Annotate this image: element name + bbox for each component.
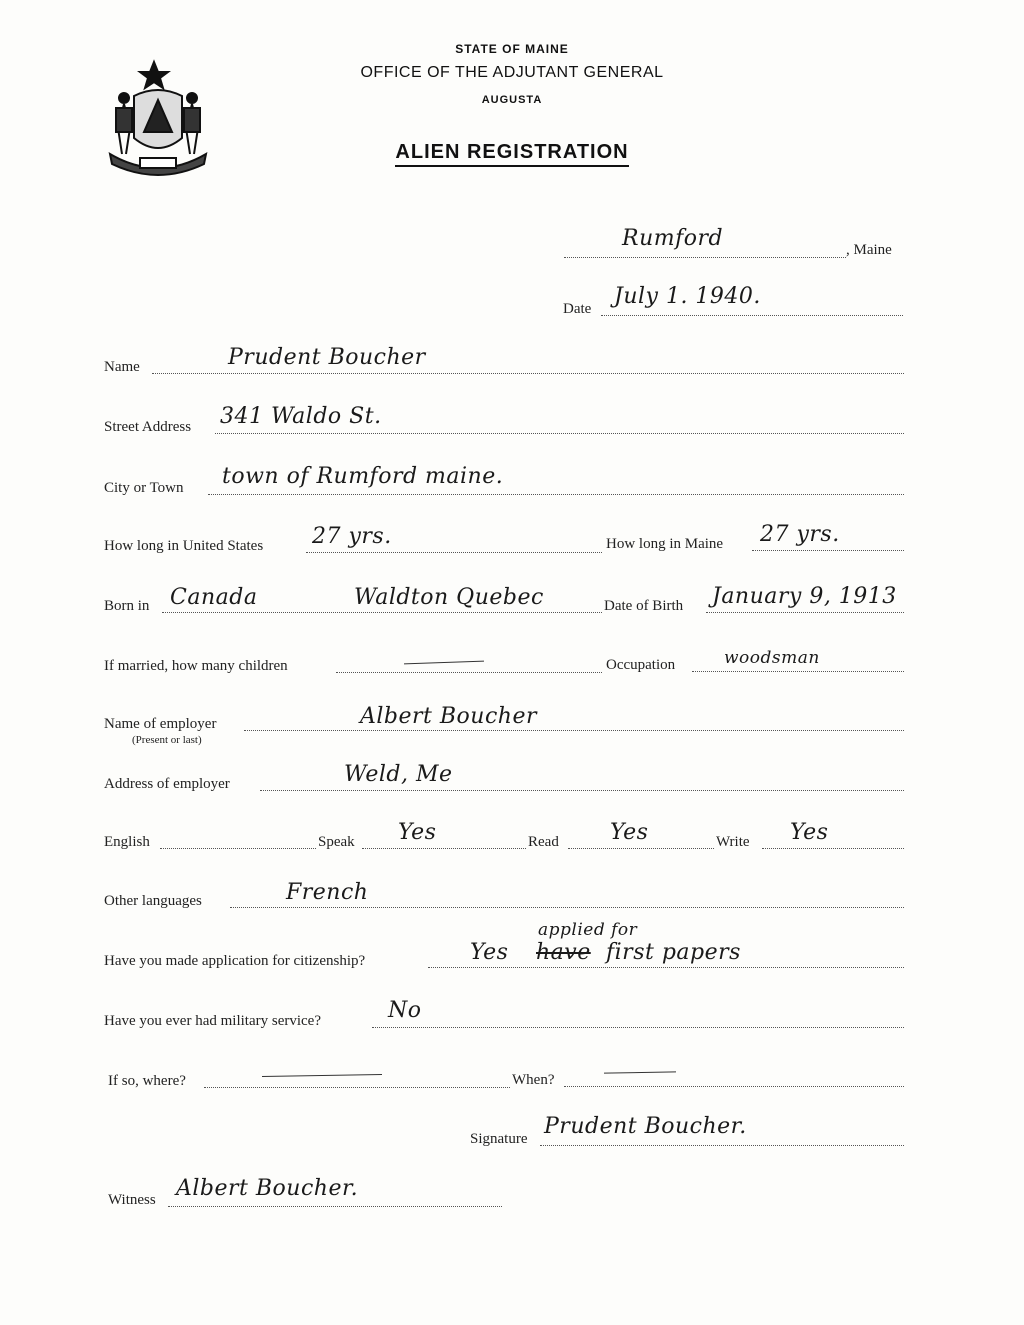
name-label: Name xyxy=(104,359,140,375)
how-long-us-label: How long in United States xyxy=(104,538,264,554)
born-in-place-value: Waldton Quebec xyxy=(354,585,544,610)
header-state: STATE OF MAINE xyxy=(455,42,569,56)
name-line xyxy=(152,373,904,374)
if-so-where-dash xyxy=(262,1074,382,1077)
speak-label: Speak xyxy=(318,834,355,850)
date-line xyxy=(601,315,903,316)
witness-value: Albert Boucher. xyxy=(176,1176,359,1201)
if-so-where-line xyxy=(204,1087,510,1088)
read-value: Yes xyxy=(610,820,649,845)
signature-label: Signature xyxy=(470,1131,528,1147)
write-label: Write xyxy=(716,834,750,850)
when-dash xyxy=(604,1071,676,1073)
city-value: town of Rumford maine. xyxy=(222,464,504,489)
maine-label: , Maine xyxy=(846,242,892,258)
military-value: No xyxy=(388,998,422,1023)
write-line xyxy=(762,848,904,849)
town-value: Rumford xyxy=(622,226,724,251)
page-title xyxy=(0,141,1024,164)
date-of-birth-value: January 9, 1913 xyxy=(712,584,897,609)
occupation-label: Occupation xyxy=(606,657,676,673)
if-so-where-label: If so, where? xyxy=(108,1073,186,1089)
military-line xyxy=(372,1027,904,1028)
english-line xyxy=(160,848,316,849)
military-label: Have you ever had military service? xyxy=(104,1013,321,1029)
date-of-birth-label: Date of Birth xyxy=(604,598,684,614)
date-label: Date xyxy=(563,301,592,317)
speak-line xyxy=(362,848,526,849)
other-languages-label: Other languages xyxy=(104,893,202,909)
citizenship-rest-value: first papers xyxy=(606,940,741,965)
how-long-maine-value: 27 yrs. xyxy=(760,522,840,547)
title-text: ALIEN REGISTRATION xyxy=(395,141,628,167)
town-line xyxy=(564,257,846,258)
english-label: English xyxy=(104,834,150,850)
citizenship-line xyxy=(428,967,904,968)
citizenship-insert-value: applied for xyxy=(538,920,638,940)
employer-address-value: Weld, Me xyxy=(344,762,453,787)
born-in-value: Canada xyxy=(170,585,258,610)
when-label: When? xyxy=(512,1072,555,1088)
employer-address-line xyxy=(260,790,904,791)
married-children-line xyxy=(336,672,602,673)
city-label: City or Town xyxy=(104,480,184,496)
read-line xyxy=(568,848,714,849)
name-value: Prudent Boucher xyxy=(228,345,426,370)
how-long-maine-label: How long in Maine xyxy=(606,536,724,552)
witness-line xyxy=(168,1206,502,1207)
date-of-birth-line xyxy=(706,612,904,613)
street-address-value: 341 Waldo St. xyxy=(220,404,382,429)
how-long-us-value: 27 yrs. xyxy=(312,524,392,549)
born-in-line xyxy=(162,612,602,613)
street-address-label: Street Address xyxy=(104,419,192,435)
married-children-dash xyxy=(404,661,484,665)
city-line xyxy=(208,494,904,495)
date-value: July 1. 1940. xyxy=(614,284,761,309)
employer-name-label: Name of employer xyxy=(104,716,217,732)
citizenship-label: Have you made application for citizenship? xyxy=(104,953,366,969)
header-city: AUGUSTA xyxy=(481,94,543,106)
occupation-value: woodsman xyxy=(724,648,820,668)
citizenship-yes-value: Yes xyxy=(470,940,509,965)
signature-line xyxy=(540,1145,904,1146)
when-line xyxy=(564,1086,904,1087)
employer-sub-label: (Present or last) xyxy=(132,734,202,746)
witness-label: Witness xyxy=(108,1192,156,1208)
speak-value: Yes xyxy=(398,820,437,845)
how-long-us-line xyxy=(306,552,602,553)
employer-address-label: Address of employer xyxy=(104,776,230,792)
street-address-line xyxy=(215,433,904,434)
employer-name-line xyxy=(244,730,904,731)
other-languages-line xyxy=(230,907,904,908)
born-in-label: Born in xyxy=(104,598,150,614)
married-children-label: If married, how many children xyxy=(104,658,288,674)
signature-value: Prudent Boucher. xyxy=(544,1114,747,1139)
other-languages-value: French xyxy=(286,880,369,905)
read-label: Read xyxy=(528,834,559,850)
occupation-line xyxy=(692,671,904,672)
citizenship-struck-value: have xyxy=(536,940,591,965)
employer-name-value: Albert Boucher xyxy=(360,704,537,729)
write-value: Yes xyxy=(790,820,829,845)
header-office: OFFICE OF THE ADJUTANT GENERAL xyxy=(360,64,664,81)
how-long-maine-line xyxy=(752,550,904,551)
